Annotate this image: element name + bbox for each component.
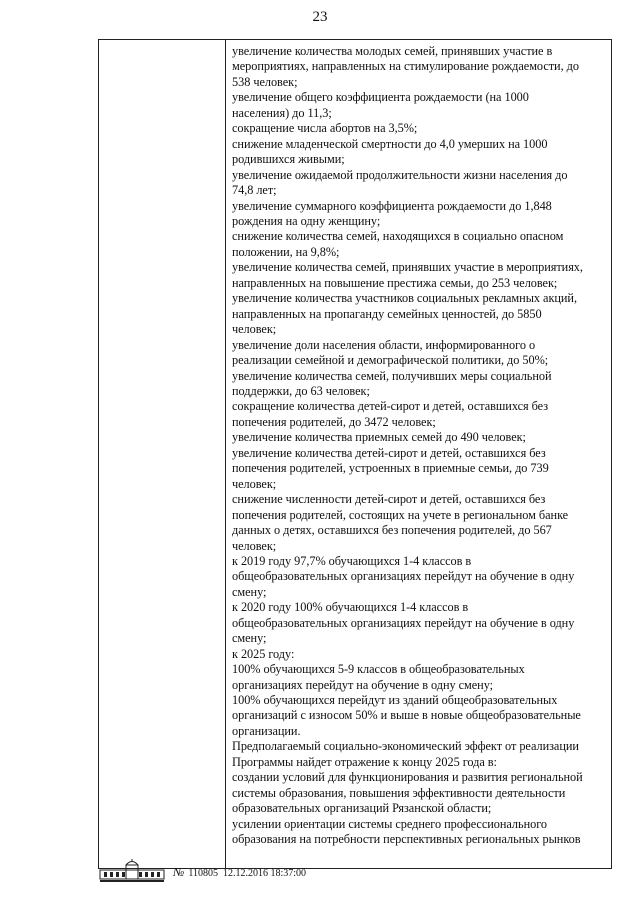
table-right-column [232, 44, 607, 868]
text-line: мероприятиях, направленных на стимулирование рождаемости, до [232, 59, 579, 74]
document-table [98, 39, 612, 869]
text-line: человек; [232, 538, 277, 553]
text-line: 538 человек; [232, 74, 298, 89]
text-line: системы образования, повышения эффективности деятельности [232, 785, 566, 800]
text-line: снижение младенческой смертности до 4,0 умерших на 1000 [232, 136, 548, 151]
document-registration-stamp [173, 865, 306, 880]
text-line: 100% обучающихся перейдут из зданий общеобразовательных [232, 693, 558, 708]
text-line: увеличение количества приемных семей до 490 человек; [232, 430, 526, 445]
text-line: Программы найдет отражение к концу 2025 года в: [232, 754, 497, 769]
text-line: организациях перейдут на обучение в одну смену; [232, 677, 493, 692]
text-line: организации. [232, 723, 301, 738]
text-line: попечения родителей, устроенных в приемные семьи, до 739 [232, 461, 549, 476]
text-line: человек; [232, 322, 277, 337]
text-line: увеличение количества молодых семей, принявших участие в [232, 44, 553, 58]
text-line: увеличение доли населения области, информированного о [232, 337, 536, 352]
text-line: образовательных организаций Рязанской области; [232, 801, 492, 816]
text-line: реализации семейной и демографической политики, до 50%; [232, 353, 549, 368]
number-sign: № [173, 865, 185, 879]
text-line: 100% обучающихся 5-9 классов в общеобразовательных [232, 662, 525, 677]
text-line: снижение количества семей, находящихся в социально опасном [232, 229, 564, 244]
text-line: человек; [232, 476, 277, 491]
text-line: образования на потребности перспективных региональных рынков [232, 832, 581, 847]
table-left-column [99, 40, 226, 868]
text-line: сокращение количества детей-сирот и детей, оставшихся без [232, 399, 549, 414]
text-line: рождения на одну женщину; [232, 213, 381, 228]
text-line: направленных на пропаганду семейных ценностей, до 5850 [232, 306, 542, 321]
text-line: положении, на 9,8%; [232, 244, 340, 259]
text-line: сокращение числа абортов на 3,5%; [232, 121, 418, 136]
text-line: 74,8 лет; [232, 183, 277, 198]
text-line: общеобразовательных организациях перейдут на обучение в одну [232, 569, 575, 584]
text-line: родившихся живыми; [232, 152, 345, 167]
text-line: организаций с износом 50% и выше в новые общеобразовательные [232, 708, 581, 723]
text-line: создании условий для функционирования и развития региональной [232, 770, 583, 785]
text-line: общеобразовательных организациях перейдут на обучение в одну [232, 615, 575, 630]
text-line: снижение численности детей-сирот и детей, оставшихся без [232, 492, 546, 507]
text-line: Предполагаемый социально-экономический эффект от реализации [232, 739, 579, 754]
text-line: увеличение ожидаемой продолжительности жизни населения до [232, 167, 568, 182]
text-line: к 2025 году: [232, 646, 295, 661]
text-line: населения) до 11,3; [232, 105, 332, 120]
document-datetime: 12.12.2016 18:37:00 [222, 868, 307, 879]
text-line: направленных на повышение престижа семьи, до 253 человек; [232, 275, 558, 290]
page-number: 23 [312, 9, 328, 25]
text-line: попечения родителей, до 3472 человек; [232, 414, 436, 429]
text-line: поддержки, до 63 человек; [232, 383, 370, 398]
text-line: увеличение суммарного коэффициента рождаемости до 1,848 [232, 198, 552, 213]
text-line: попечения родителей, состоящих на учете в региональном банке [232, 507, 569, 522]
document-number: 110805 [188, 868, 218, 879]
text-line: увеличение количества семей, принявших участие в мероприятиях, [232, 260, 583, 275]
text-line: смену; [232, 631, 267, 646]
text-line: данных о детях, оставшихся без попечения родителей, до 567 [232, 523, 552, 538]
text-line: увеличение общего коэффициента рождаемости (на 1000 [232, 90, 529, 105]
text-line: увеличение количества семей, получивших меры социальной [232, 368, 552, 383]
text-line: увеличение количества участников социальных рекламных акций, [232, 291, 577, 306]
government-building-icon [98, 858, 166, 884]
text-line: увеличение количества детей-сирот и детей, оставшихся без [232, 445, 546, 460]
text-line: к 2019 году 97,7% обучающихся 1-4 классов в [232, 553, 472, 568]
text-line: к 2020 году 100% обучающихся 1-4 классов в [232, 600, 469, 615]
document-footer [98, 858, 398, 884]
text-line: усилении ориентации системы среднего профессионального [232, 816, 547, 831]
text-line: смену; [232, 584, 267, 599]
